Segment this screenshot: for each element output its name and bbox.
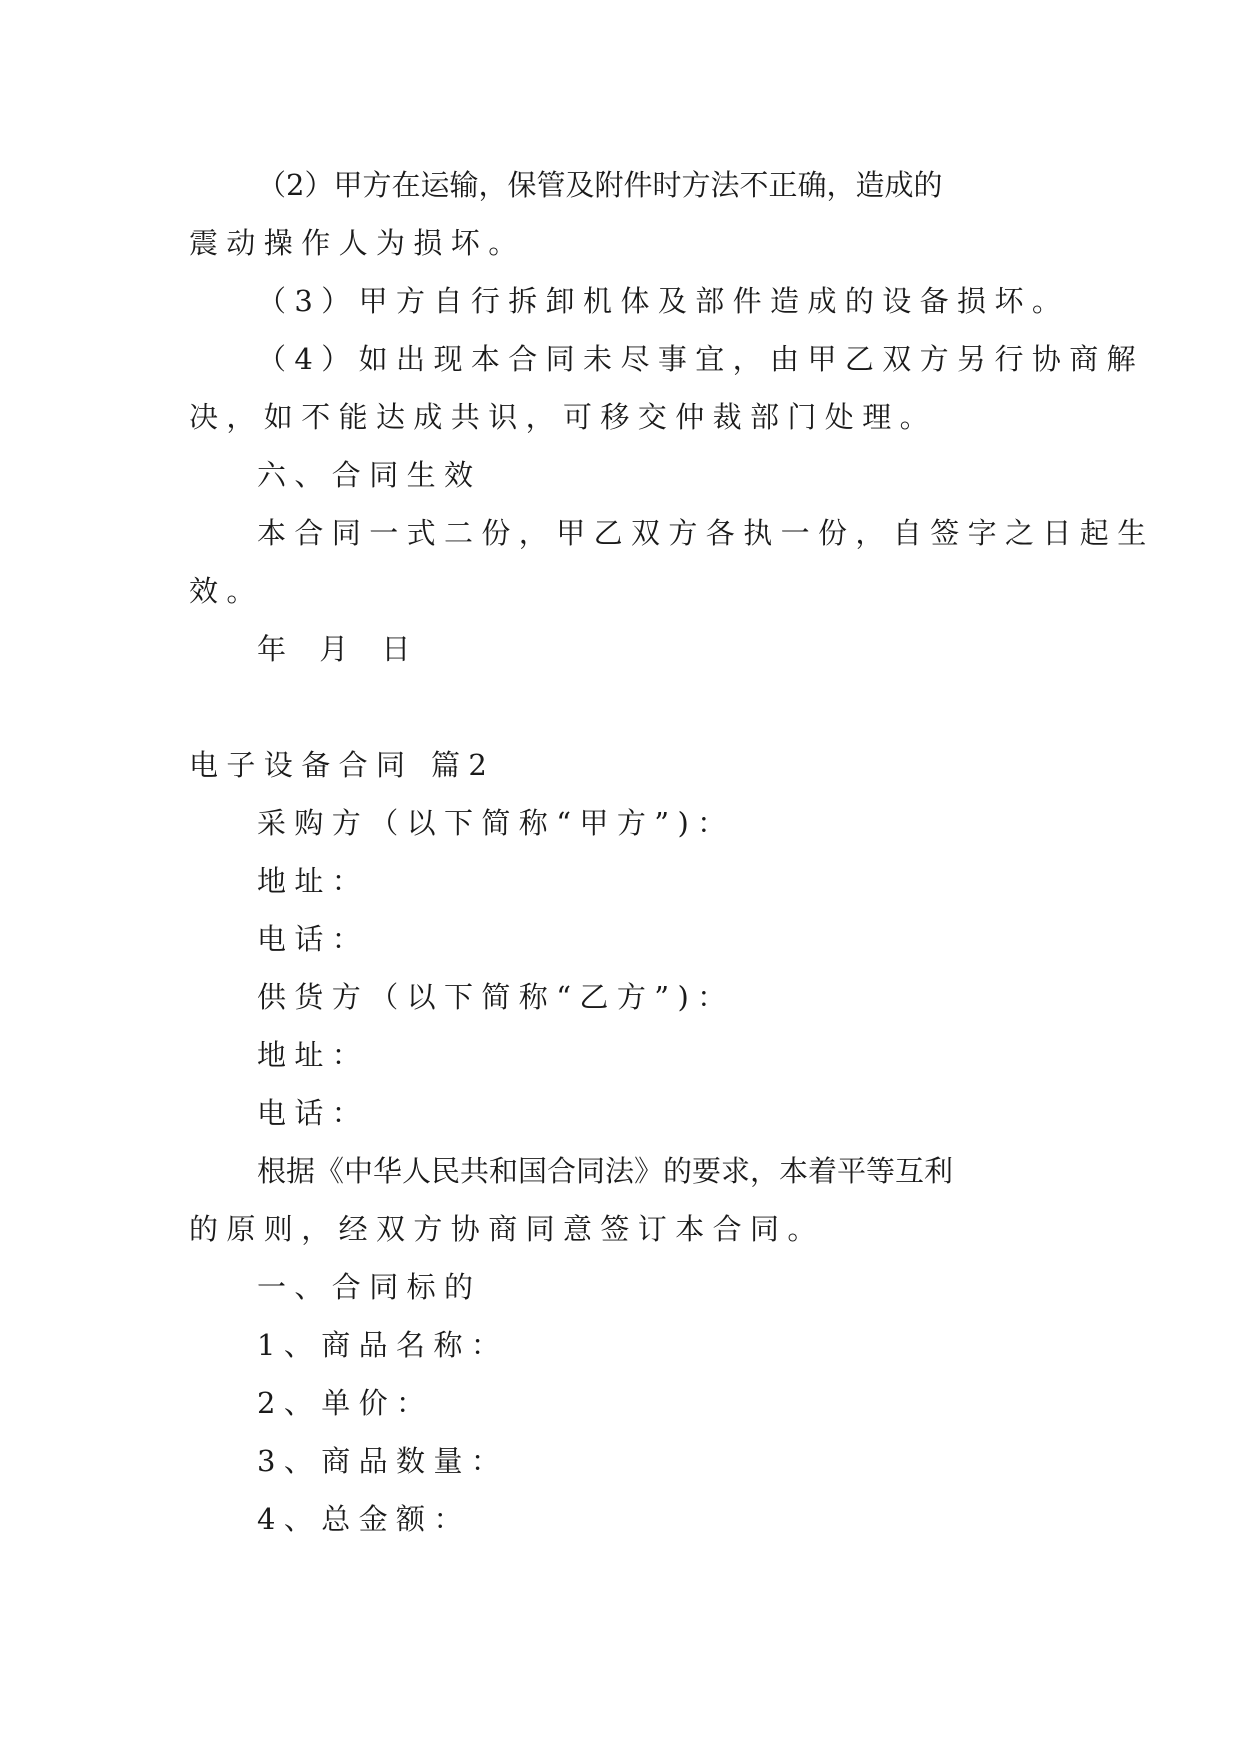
buyer-phone-field: 电话： <box>257 922 370 956</box>
supplier-address-field: 地址： <box>257 1038 370 1072</box>
section-heading: 六、合同生效 <box>257 458 482 492</box>
product-name-field: 1、商品名称： <box>257 1328 509 1362</box>
date-line: 年 月 日 <box>257 632 423 666</box>
paragraph-line: 本合同一式二份，甲乙双方各执一份，自签字之日起生 <box>257 516 1155 550</box>
paragraph-line: 决，如不能达成共识，可移交仲裁部门处理。 <box>189 400 938 434</box>
paragraph-line <box>257 1151 1059 1191</box>
supplier-line: 供货方（以下简称“乙方”)： <box>257 980 735 1014</box>
paragraph-line: （3）甲方自行拆卸机体及部件造成的设备损坏。 <box>257 284 1070 318</box>
section-heading: 一、合同标的 <box>257 1270 482 1304</box>
paragraph-line: （4）如出现本合同未尽事宜，由甲乙双方另行协商解 <box>257 342 1145 376</box>
unit-price-field: 2、单价： <box>257 1386 434 1420</box>
paragraph-line: 效。 <box>189 574 264 608</box>
paragraph-line: 的原则，经双方协商同意签订本合同。 <box>189 1212 825 1246</box>
line-text: 根据《中华人民共和国合同法》的要求，本着平等互利 <box>257 1154 954 1188</box>
line-text: （2）甲方在运输，保管及附件时方法不正确，造成的 <box>257 168 943 202</box>
supplier-phone-field: 电话： <box>257 1096 370 1130</box>
document-title: 电子设备合同 篇2 <box>189 748 496 782</box>
total-amount-field: 4、总金额： <box>257 1502 471 1536</box>
quantity-field: 3、商品数量： <box>257 1444 509 1478</box>
buyer-line: 采购方（以下简称“甲方”)： <box>257 806 735 840</box>
paragraph-line <box>257 165 1059 205</box>
paragraph-line: 震动操作人为损坏。 <box>189 226 526 260</box>
buyer-address-field: 地址： <box>257 864 370 898</box>
